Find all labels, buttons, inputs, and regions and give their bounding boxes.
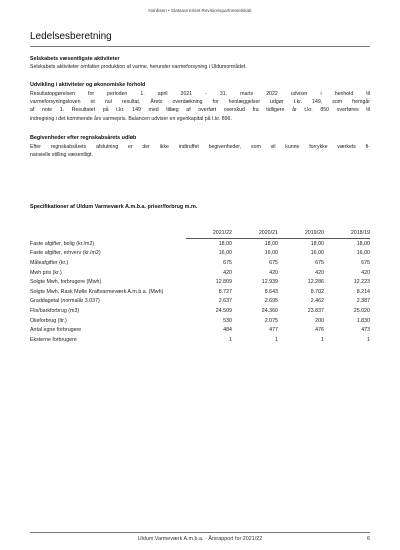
row-label: Faste afgifter, bolig (kr./m2) — [30, 240, 95, 247]
table-cell: 1 — [229, 336, 232, 343]
table-cell: 675 — [223, 259, 232, 266]
table-cell: 2.637 — [218, 298, 232, 305]
table-cell: 675 — [361, 259, 370, 266]
body-line: nansielle stilling væsentligt. — [30, 152, 93, 159]
column-header: 2019/20 — [278, 228, 324, 239]
table-row — [30, 249, 370, 259]
table-cell: 477 — [269, 327, 278, 334]
table-cell: 8.702 — [310, 288, 324, 295]
body-line: af note 1. Resultatet på t.kr. 149 med tillæg af overført overskud fra tidligere år t.kr. 850 overføres til — [30, 107, 370, 114]
body-line: indregning i det kommende års varmepris. Balancen udviser en egenkapital på t.kr. 896. — [30, 115, 232, 122]
table-cell: 16,00 — [264, 250, 278, 257]
body-line: varmeforsyningsloven et nul resultat. Årets overdækning for henlæggelser udgør t.kr. 149, som fremgår — [30, 99, 370, 106]
table-cell: 8.214 — [356, 288, 370, 295]
table-cell: 420 — [223, 269, 232, 276]
table-row — [30, 277, 370, 287]
section-heading: Begivenheder efter regnskabsårets udløb — [30, 135, 137, 141]
table-header-empty — [30, 228, 186, 239]
section-heading: Udvikling i aktiviteter og økonomiske forhold — [30, 82, 146, 88]
row-label: Graddagetal (normalår 3.037) — [30, 298, 100, 305]
row-label: Olieforbrug (ltr.) — [30, 317, 67, 324]
page-footer: Uldum Varmeværk A.m.b.a. · Årsrapport for 2021/22 — [137, 536, 263, 542]
section-heading: Selskabets væsentligste aktiviteter — [30, 56, 120, 62]
row-label: Mwh pris (kr.) — [30, 269, 62, 276]
table-row — [30, 325, 370, 335]
page-title: Ledelsesberetning — [30, 31, 112, 42]
table-cell: 8.643 — [264, 288, 278, 295]
page-header: Nordisen • Statsaut eriset Revisionspartnerselskab — [148, 8, 252, 13]
table-cell: 1 — [275, 336, 278, 343]
table-cell: 18,00 — [218, 240, 232, 247]
table-cell: 675 — [315, 259, 324, 266]
page-number: 6 — [367, 536, 370, 542]
table-cell: 420 — [361, 269, 370, 276]
table-cell: 23.837 — [307, 307, 324, 314]
table-cell: 24.360 — [261, 307, 278, 314]
table-cell: 2.695 — [264, 298, 278, 305]
table-cell: 24.509 — [215, 307, 232, 314]
table-cell: 1 — [321, 336, 324, 343]
table-cell: 2.387 — [356, 298, 370, 305]
table-header-row — [30, 228, 370, 239]
table-cell: 12.223 — [353, 279, 370, 286]
table-cell: 25.020 — [353, 307, 370, 314]
row-label: Eksterne forbrugere — [30, 336, 77, 343]
body-line: Efter regnskabsårets afslutning er der ikke indtruffet begivenheder, som vil kunne forrykke værkets fi- — [30, 144, 370, 150]
table-cell: 1 — [367, 336, 370, 343]
table-cell: 12.939 — [261, 279, 278, 286]
table-row — [30, 258, 370, 268]
column-header: 2018/19 — [324, 228, 370, 239]
table-cell: 16,00 — [218, 250, 232, 257]
spec-table — [30, 228, 370, 345]
row-label: Måleafgifter (kr.) — [30, 259, 69, 266]
table-cell: 675 — [269, 259, 278, 266]
row-label: Antal egne forbrugere — [30, 327, 82, 334]
body-line: Resultatopgørelsen for perioden 1. april 2021 - 31. marts 2022 udviser i henhold til — [30, 91, 370, 97]
table-row — [30, 297, 370, 307]
table-cell: 12.286 — [307, 279, 324, 286]
row-label: Faste afgifter, erhverv (kr./m2) — [30, 250, 101, 257]
table-cell: 16,00 — [310, 250, 324, 257]
section-body — [30, 63, 370, 71]
table-row — [30, 287, 370, 297]
table-cell: 476 — [315, 327, 324, 334]
table-cell: 1.830 — [356, 317, 370, 324]
table-row — [30, 335, 370, 345]
table-cell: 18,00 — [264, 240, 278, 247]
table-cell: 420 — [315, 269, 324, 276]
title-divider — [30, 46, 370, 47]
table-cell: 18,00 — [310, 240, 324, 247]
table-cell: 2.075 — [264, 317, 278, 324]
table-cell: 473 — [361, 327, 370, 334]
table-cell: 200 — [315, 317, 324, 324]
row-label: Solgte Mwh, Rask Mølle Kraftvarmeværk A.m.b.a. (Mwh) — [30, 288, 164, 295]
column-header: 2020/21 — [232, 228, 278, 239]
table-row — [30, 268, 370, 278]
table-cell: 530 — [223, 317, 232, 324]
row-label: Solgte Mwh, forbrugere (Mwh) — [30, 279, 102, 286]
table-row — [30, 306, 370, 316]
table-cell: 8.727 — [218, 288, 232, 295]
table-row — [30, 316, 370, 326]
section-body — [30, 90, 370, 123]
table-row — [30, 239, 370, 249]
section-body — [30, 143, 370, 159]
body-line: Selskabets aktiviteter omfatter produktion af varme, herunder varmeforsyning i Uldumområdet. — [30, 64, 247, 70]
table-cell: 12.809 — [215, 279, 232, 286]
row-label: Flis/barkforbrug (m3) — [30, 307, 80, 314]
spec-heading: Specifikationer af Uldum Varmeværk A.m.b.a. priser/forbrug m.m. — [30, 204, 198, 210]
table-cell: 2.462 — [310, 298, 324, 305]
column-header: 2021/22 — [186, 228, 232, 239]
table-cell: 16,00 — [356, 250, 370, 257]
footer-divider — [30, 532, 370, 533]
table-cell: 420 — [269, 269, 278, 276]
table-cell: 484 — [223, 327, 232, 334]
table-cell: 18,00 — [356, 240, 370, 247]
